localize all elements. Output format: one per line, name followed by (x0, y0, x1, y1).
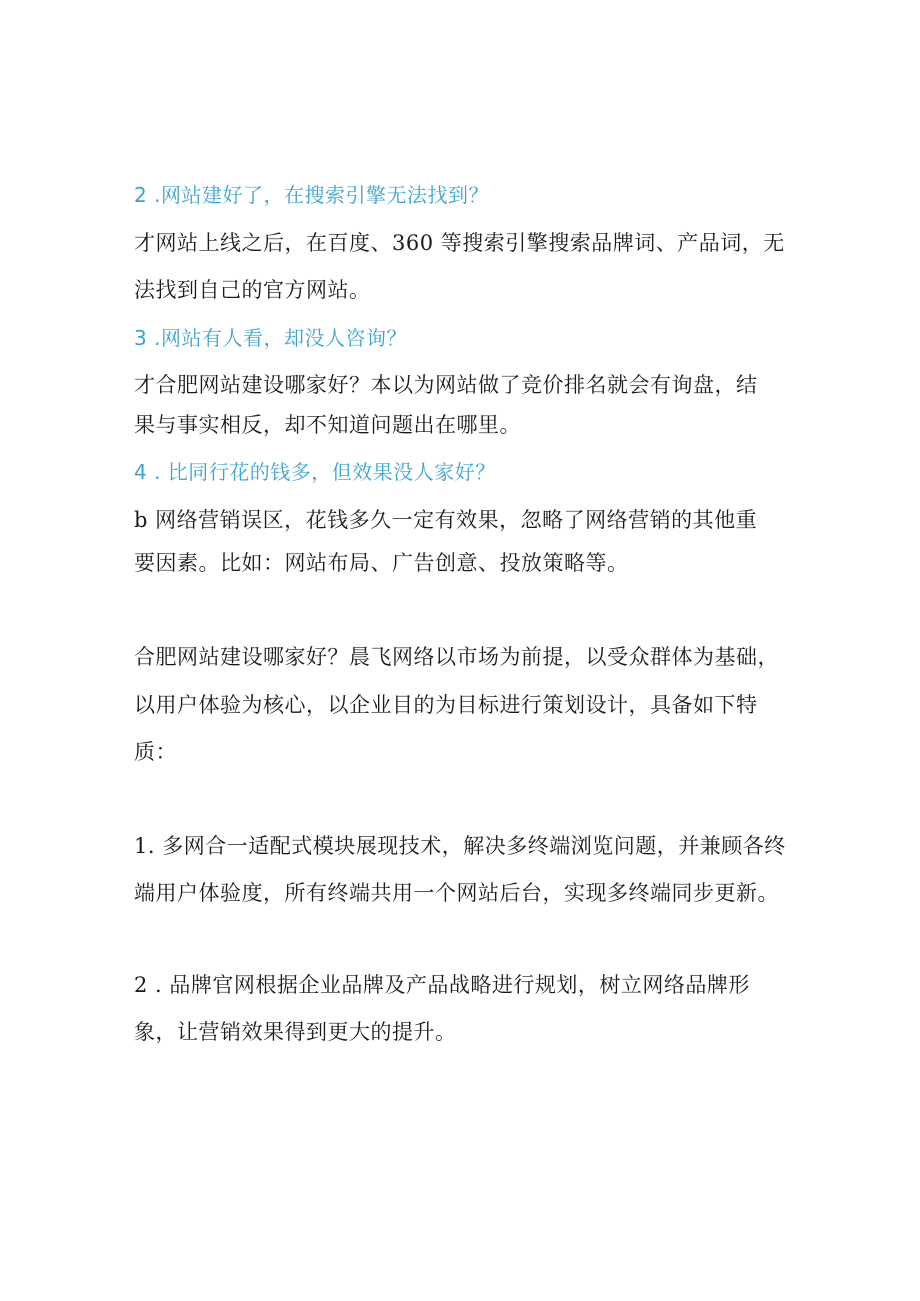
list-item-line: 1. 多网合一适配式模块展现技术，解决多终端浏览问题，并兼顾各终 (134, 834, 786, 858)
heading-2: 2 .网站建好了，在搜索引擎无法找到？ (134, 183, 489, 207)
paragraph-line: 才网站上线之后，在百度、360 等搜索引擎搜索品牌词、产品词，无 (134, 231, 785, 255)
heading-3: 3 .网站有人看，却没人咨询？ (134, 326, 407, 350)
paragraph-line: 以用户体验为核心，以企业目的为目标进行策划设计，具备如下特 (134, 693, 758, 717)
list-item-line: 2 . 品牌官网根据企业品牌及产品战略进行规划，树立网络品牌形 (134, 973, 750, 997)
paragraph-line: 质： (134, 740, 177, 764)
paragraph-line: 合肥网站建设哪家好？晨飞网络以市场为前提，以受众群体为基础， (134, 645, 779, 669)
paragraph-line: 要因素。比如：网站布局、广告创意、投放策略等。 (134, 551, 629, 575)
paragraph-line: b 网络营销误区，花钱多久一定有效果，忽略了网络营销的其他重 (134, 508, 758, 532)
list-item-line: 端用户体验度，所有终端共用一个网站后台，实现多终端同步更新。 (134, 881, 779, 905)
paragraph-line: 法找到自己的官方网站。 (134, 278, 371, 302)
paragraph-line: 才合肥网站建设哪家好？本以为网站做了竞价排名就会有询盘，结 (134, 373, 758, 397)
heading-4: 4 . 比同行花的钱多，但效果没人家好？ (134, 460, 496, 484)
list-item-line: 象，让营销效果得到更大的提升。 (134, 1020, 457, 1044)
paragraph-line: 果与事实相反，却不知道问题出在哪里。 (134, 413, 521, 437)
